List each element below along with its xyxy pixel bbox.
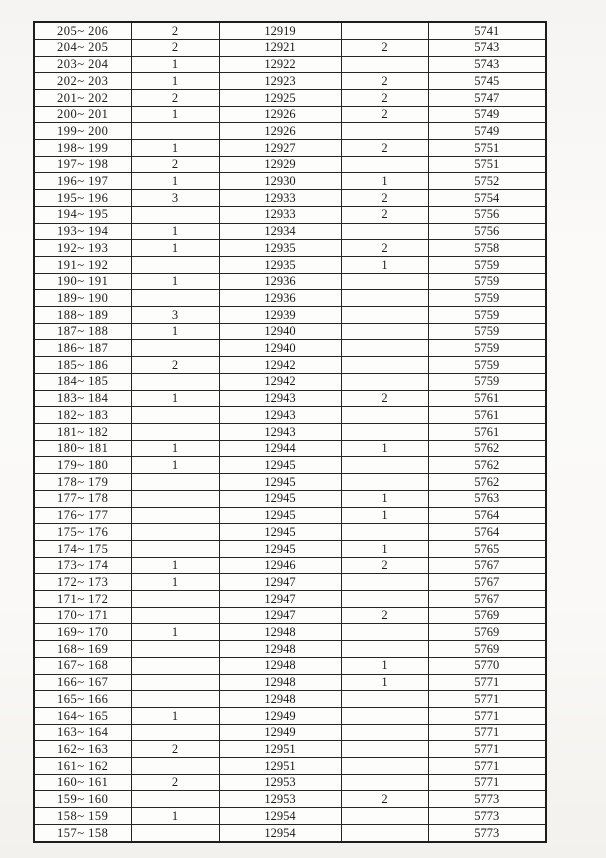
table-cell: 12926 — [219, 106, 341, 123]
table-cell: 5765 — [428, 540, 546, 557]
table-cell: 2 — [341, 390, 428, 407]
table-cell: 3 — [131, 190, 219, 207]
table-cell — [131, 540, 219, 557]
table-cell: 176~ 177 — [34, 507, 131, 524]
table-cell: 5763 — [428, 490, 546, 507]
table-row — [34, 657, 546, 674]
table-cell: 183~ 184 — [34, 390, 131, 407]
table-cell: 159~ 160 — [34, 791, 131, 808]
table-cell: 1 — [131, 173, 219, 190]
table-cell: 1 — [131, 624, 219, 641]
table-cell: 164~ 165 — [34, 707, 131, 724]
table-cell: 5767 — [428, 591, 546, 608]
table-cell: 12930 — [219, 173, 341, 190]
table-row — [34, 206, 546, 223]
table-row — [34, 22, 546, 39]
table-row — [34, 273, 546, 290]
table-cell: 5773 — [428, 824, 546, 842]
table-row — [34, 323, 546, 340]
table-cell: 12951 — [219, 758, 341, 775]
table-cell: 5773 — [428, 791, 546, 808]
table-row — [34, 106, 546, 123]
table-row — [34, 173, 546, 190]
table-cell: 199~ 200 — [34, 123, 131, 140]
table-cell — [131, 591, 219, 608]
table-cell: 1 — [341, 657, 428, 674]
table-cell: 12936 — [219, 290, 341, 307]
table-cell: 166~ 167 — [34, 674, 131, 691]
table-cell: 2 — [131, 156, 219, 173]
table-row — [34, 724, 546, 741]
table-cell: 5769 — [428, 624, 546, 641]
table-cell — [131, 791, 219, 808]
table-cell: 12953 — [219, 774, 341, 791]
table-cell — [341, 641, 428, 658]
table-cell: 172~ 173 — [34, 574, 131, 591]
table-row — [34, 474, 546, 491]
table-cell: 12948 — [219, 674, 341, 691]
table-cell — [341, 123, 428, 140]
table-cell: 12943 — [219, 390, 341, 407]
table-cell: 12935 — [219, 256, 341, 273]
table-cell: 12949 — [219, 707, 341, 724]
table-cell — [341, 724, 428, 741]
table-cell: 12942 — [219, 357, 341, 374]
table-cell: 170~ 171 — [34, 607, 131, 624]
table-cell: 198~ 199 — [34, 140, 131, 157]
table-cell: 2 — [341, 190, 428, 207]
table-cell: 5759 — [428, 290, 546, 307]
table-cell: 12943 — [219, 424, 341, 441]
table-cell: 5751 — [428, 156, 546, 173]
table-row — [34, 691, 546, 708]
table-cell: 203~ 204 — [34, 56, 131, 73]
table-cell: 171~ 172 — [34, 591, 131, 608]
table-cell: 5759 — [428, 373, 546, 390]
table-cell: 184~ 185 — [34, 373, 131, 390]
table-cell: 1 — [341, 540, 428, 557]
table-cell — [131, 256, 219, 273]
table-row — [34, 540, 546, 557]
table-row — [34, 123, 546, 140]
table-cell: 2 — [131, 774, 219, 791]
table-cell: 5762 — [428, 440, 546, 457]
table-cell: 193~ 194 — [34, 223, 131, 240]
table-cell: 181~ 182 — [34, 424, 131, 441]
table-cell — [131, 674, 219, 691]
table-cell: 12946 — [219, 557, 341, 574]
table-cell — [131, 758, 219, 775]
table-cell: 5771 — [428, 774, 546, 791]
table-cell: 5764 — [428, 507, 546, 524]
table-cell: 2 — [341, 240, 428, 257]
table-cell: 12923 — [219, 73, 341, 90]
table-cell — [131, 641, 219, 658]
table-cell — [341, 457, 428, 474]
table-cell: 5741 — [428, 22, 546, 39]
table-cell: 2 — [341, 39, 428, 56]
table-cell — [341, 56, 428, 73]
table-cell: 5769 — [428, 641, 546, 658]
table-cell: 177~ 178 — [34, 490, 131, 507]
table-cell: 192~ 193 — [34, 240, 131, 257]
table-row — [34, 507, 546, 524]
table-cell: 12947 — [219, 574, 341, 591]
table-cell: 1 — [131, 440, 219, 457]
table-row — [34, 407, 546, 424]
table-cell: 204~ 205 — [34, 39, 131, 56]
table-cell — [131, 490, 219, 507]
table-cell: 188~ 189 — [34, 307, 131, 324]
table-cell: 165~ 166 — [34, 691, 131, 708]
table-cell: 5761 — [428, 390, 546, 407]
table-cell: 2 — [131, 22, 219, 39]
table-cell: 186~ 187 — [34, 340, 131, 357]
table-cell: 1 — [131, 390, 219, 407]
table-cell: 12945 — [219, 490, 341, 507]
table-row — [34, 524, 546, 541]
table-cell — [341, 707, 428, 724]
table-cell: 1 — [341, 173, 428, 190]
table-cell: 12942 — [219, 373, 341, 390]
table-cell: 5756 — [428, 223, 546, 240]
table-cell — [131, 206, 219, 223]
table-cell — [131, 123, 219, 140]
table-row — [34, 457, 546, 474]
table-cell — [131, 691, 219, 708]
table-cell: 5756 — [428, 206, 546, 223]
table-cell: 5743 — [428, 56, 546, 73]
table-cell: 1 — [131, 106, 219, 123]
table-cell: 196~ 197 — [34, 173, 131, 190]
table-cell: 12926 — [219, 123, 341, 140]
table-cell: 5771 — [428, 724, 546, 741]
table-cell: 169~ 170 — [34, 624, 131, 641]
table-cell: 12940 — [219, 340, 341, 357]
table-cell: 205~ 206 — [34, 22, 131, 39]
table-row — [34, 824, 546, 842]
table-cell: 5767 — [428, 574, 546, 591]
table-cell: 2 — [131, 89, 219, 106]
table-cell: 201~ 202 — [34, 89, 131, 106]
table-cell: 5743 — [428, 39, 546, 56]
table-cell: 2 — [341, 73, 428, 90]
table-cell — [341, 156, 428, 173]
table-cell: 5749 — [428, 123, 546, 140]
table-cell: 162~ 163 — [34, 741, 131, 758]
table-cell: 12945 — [219, 474, 341, 491]
table-cell: 1 — [131, 56, 219, 73]
table-cell: 12919 — [219, 22, 341, 39]
table-row — [34, 140, 546, 157]
table-row — [34, 591, 546, 608]
table-cell: 5758 — [428, 240, 546, 257]
table-cell — [341, 808, 428, 825]
table-cell: 163~ 164 — [34, 724, 131, 741]
table-cell: 12933 — [219, 206, 341, 223]
table-cell: 175~ 176 — [34, 524, 131, 541]
table-cell: 5759 — [428, 307, 546, 324]
table-cell: 5761 — [428, 424, 546, 441]
table-cell: 1 — [131, 140, 219, 157]
table-cell: 12940 — [219, 323, 341, 340]
table-cell: 12951 — [219, 741, 341, 758]
score-distribution-table — [33, 21, 547, 843]
table-cell: 5762 — [428, 457, 546, 474]
table-cell: 5754 — [428, 190, 546, 207]
table-cell — [341, 774, 428, 791]
table-cell: 2 — [341, 557, 428, 574]
table-cell: 157~ 158 — [34, 824, 131, 842]
table-cell: 2 — [341, 106, 428, 123]
table-cell: 12944 — [219, 440, 341, 457]
table-row — [34, 574, 546, 591]
table-row — [34, 607, 546, 624]
table-row — [34, 808, 546, 825]
table-cell — [341, 407, 428, 424]
table-cell: 12945 — [219, 524, 341, 541]
table-cell: 2 — [131, 357, 219, 374]
table-row — [34, 490, 546, 507]
table-cell — [341, 474, 428, 491]
table-cell: 2 — [341, 607, 428, 624]
table-cell — [131, 340, 219, 357]
table-cell: 187~ 188 — [34, 323, 131, 340]
table-cell: 5747 — [428, 89, 546, 106]
table-cell — [341, 741, 428, 758]
table-cell: 2 — [341, 791, 428, 808]
table-cell: 5759 — [428, 273, 546, 290]
table-cell: 1 — [131, 457, 219, 474]
table-cell: 2 — [341, 140, 428, 157]
table-cell: 12922 — [219, 56, 341, 73]
table-cell: 12954 — [219, 824, 341, 842]
table-cell: 1 — [131, 574, 219, 591]
table-cell: 178~ 179 — [34, 474, 131, 491]
table-row — [34, 340, 546, 357]
table-cell — [341, 424, 428, 441]
table-cell — [341, 223, 428, 240]
table-cell: 1 — [131, 707, 219, 724]
table-cell: 5771 — [428, 707, 546, 724]
table-cell: 1 — [131, 557, 219, 574]
table-cell — [341, 373, 428, 390]
table-cell: 5751 — [428, 140, 546, 157]
table-cell: 12948 — [219, 641, 341, 658]
table-cell: 5771 — [428, 758, 546, 775]
table-cell: 189~ 190 — [34, 290, 131, 307]
table-cell: 5762 — [428, 474, 546, 491]
table-cell: 12948 — [219, 691, 341, 708]
table-cell — [131, 524, 219, 541]
table-cell: 174~ 175 — [34, 540, 131, 557]
table-row — [34, 390, 546, 407]
table-cell: 2 — [341, 89, 428, 106]
table-cell — [341, 758, 428, 775]
table-row — [34, 373, 546, 390]
table-cell: 12935 — [219, 240, 341, 257]
table-cell: 182~ 183 — [34, 407, 131, 424]
table-row — [34, 774, 546, 791]
table-cell — [131, 474, 219, 491]
table-row — [34, 256, 546, 273]
table-cell: 5745 — [428, 73, 546, 90]
table-cell: 197~ 198 — [34, 156, 131, 173]
table-cell — [341, 574, 428, 591]
table-cell: 5759 — [428, 256, 546, 273]
table-row — [34, 707, 546, 724]
table-cell: 12933 — [219, 190, 341, 207]
table-cell — [341, 357, 428, 374]
table-cell: 161~ 162 — [34, 758, 131, 775]
table-cell: 158~ 159 — [34, 808, 131, 825]
table-cell — [341, 323, 428, 340]
table-cell: 5767 — [428, 557, 546, 574]
table-row — [34, 223, 546, 240]
table-cell: 12948 — [219, 657, 341, 674]
table-cell: 5771 — [428, 674, 546, 691]
table-cell: 12936 — [219, 273, 341, 290]
table-cell: 12949 — [219, 724, 341, 741]
table-cell: 5759 — [428, 340, 546, 357]
table-cell — [131, 373, 219, 390]
table-cell: 2 — [131, 39, 219, 56]
table-cell: 5771 — [428, 741, 546, 758]
table-cell: 1 — [341, 490, 428, 507]
table-cell — [131, 824, 219, 842]
table-cell: 12945 — [219, 457, 341, 474]
score-table-body — [34, 22, 546, 842]
table-row — [34, 240, 546, 257]
table-cell: 1 — [341, 256, 428, 273]
table-cell: 12927 — [219, 140, 341, 157]
table-row — [34, 190, 546, 207]
table-cell — [131, 290, 219, 307]
table-cell: 5770 — [428, 657, 546, 674]
table-cell: 12948 — [219, 624, 341, 641]
table-cell: 1 — [131, 240, 219, 257]
table-cell: 12934 — [219, 223, 341, 240]
table-cell — [341, 824, 428, 842]
table-cell: 5773 — [428, 808, 546, 825]
table-row — [34, 424, 546, 441]
table-cell: 185~ 186 — [34, 357, 131, 374]
table-cell: 195~ 196 — [34, 190, 131, 207]
table-row — [34, 156, 546, 173]
table-cell: 5771 — [428, 691, 546, 708]
table-cell: 194~ 195 — [34, 206, 131, 223]
table-cell: 5752 — [428, 173, 546, 190]
table-cell: 1 — [131, 223, 219, 240]
table-row — [34, 39, 546, 56]
table-cell: 2 — [131, 741, 219, 758]
table-row — [34, 674, 546, 691]
table-cell: 1 — [341, 674, 428, 691]
table-row — [34, 791, 546, 808]
table-cell: 12945 — [219, 540, 341, 557]
table-cell: 2 — [341, 206, 428, 223]
table-cell: 12945 — [219, 507, 341, 524]
table-cell: 12925 — [219, 89, 341, 106]
table-cell: 190~ 191 — [34, 273, 131, 290]
table-row — [34, 290, 546, 307]
table-cell — [131, 424, 219, 441]
table-cell: 173~ 174 — [34, 557, 131, 574]
table-cell: 12943 — [219, 407, 341, 424]
table-cell: 1 — [131, 273, 219, 290]
table-row — [34, 56, 546, 73]
table-cell — [131, 607, 219, 624]
table-cell — [341, 290, 428, 307]
table-cell: 1 — [131, 73, 219, 90]
table-cell — [341, 624, 428, 641]
table-cell — [131, 724, 219, 741]
table-cell: 5761 — [428, 407, 546, 424]
table-cell: 12929 — [219, 156, 341, 173]
table-cell: 1 — [131, 323, 219, 340]
table-row — [34, 307, 546, 324]
table-cell: 5769 — [428, 607, 546, 624]
table-cell: 12953 — [219, 791, 341, 808]
table-cell: 202~ 203 — [34, 73, 131, 90]
table-cell: 180~ 181 — [34, 440, 131, 457]
table-cell: 179~ 180 — [34, 457, 131, 474]
table-cell: 160~ 161 — [34, 774, 131, 791]
table-row — [34, 557, 546, 574]
table-row — [34, 758, 546, 775]
scanned-page — [33, 21, 547, 843]
table-row — [34, 440, 546, 457]
table-cell: 200~ 201 — [34, 106, 131, 123]
table-cell: 12939 — [219, 307, 341, 324]
table-cell — [131, 657, 219, 674]
table-cell — [131, 507, 219, 524]
table-row — [34, 73, 546, 90]
table-cell: 1 — [341, 440, 428, 457]
table-row — [34, 624, 546, 641]
table-cell: 167~ 168 — [34, 657, 131, 674]
table-row — [34, 357, 546, 374]
table-cell — [341, 340, 428, 357]
table-cell: 12954 — [219, 808, 341, 825]
table-cell — [341, 307, 428, 324]
table-cell: 5764 — [428, 524, 546, 541]
table-cell: 1 — [341, 507, 428, 524]
table-row — [34, 641, 546, 658]
table-cell: 3 — [131, 307, 219, 324]
table-cell: 5749 — [428, 106, 546, 123]
table-cell: 191~ 192 — [34, 256, 131, 273]
table-cell — [341, 22, 428, 39]
table-cell: 5759 — [428, 357, 546, 374]
table-cell: 12947 — [219, 607, 341, 624]
table-cell: 5759 — [428, 323, 546, 340]
table-row — [34, 89, 546, 106]
table-row — [34, 741, 546, 758]
table-cell — [131, 407, 219, 424]
table-cell — [341, 524, 428, 541]
table-cell: 12921 — [219, 39, 341, 56]
table-cell: 168~ 169 — [34, 641, 131, 658]
table-cell — [341, 591, 428, 608]
table-cell: 1 — [131, 808, 219, 825]
table-cell — [341, 691, 428, 708]
table-cell — [341, 273, 428, 290]
table-cell: 12947 — [219, 591, 341, 608]
